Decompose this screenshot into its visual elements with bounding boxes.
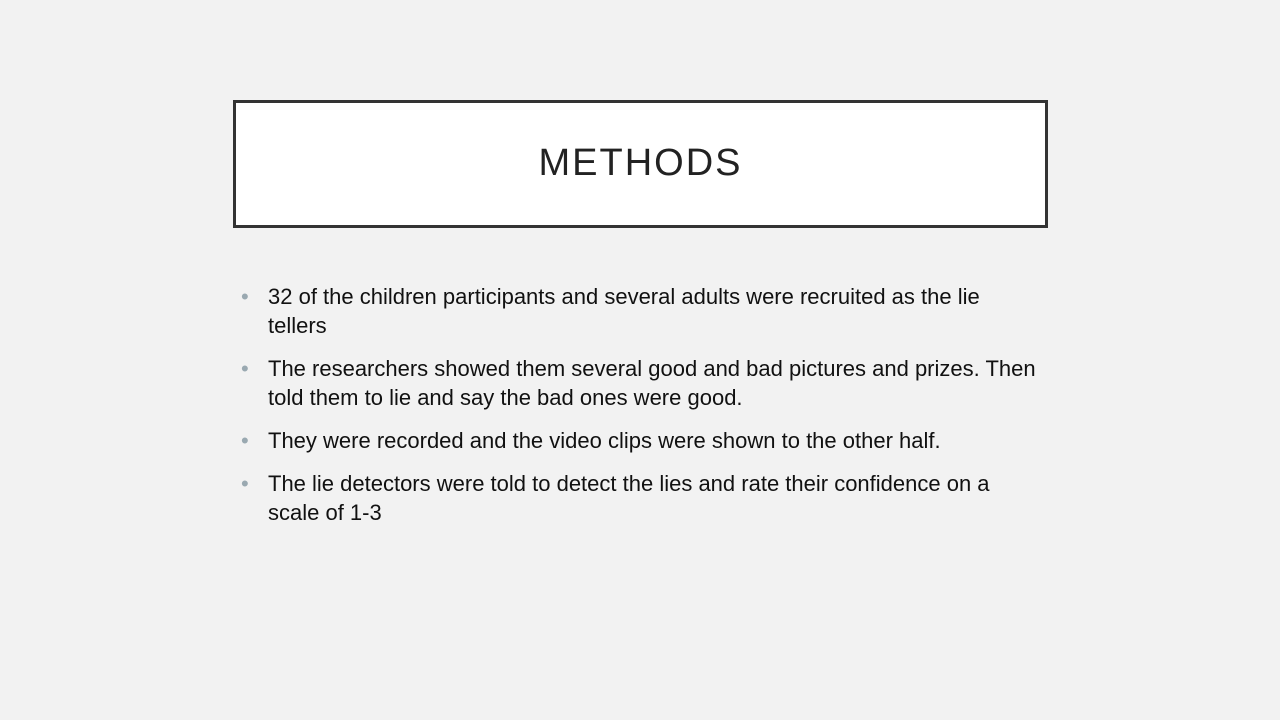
bullet-text: The lie detectors were told to detect the lies and rate their confidence on a scale of 1-3 bbox=[268, 471, 990, 525]
bullet-item bbox=[240, 282, 1040, 340]
bullet-item bbox=[240, 469, 1040, 527]
bullet-marker: • bbox=[241, 471, 249, 496]
bullet-item bbox=[240, 426, 1040, 455]
bullet-item bbox=[240, 354, 1040, 412]
bullet-marker: • bbox=[241, 284, 249, 309]
bullet-marker: • bbox=[241, 356, 249, 381]
title-box bbox=[233, 100, 1048, 228]
bullet-marker: • bbox=[241, 428, 249, 453]
bullet-text: They were recorded and the video clips were shown to the other half. bbox=[268, 428, 941, 453]
bullet-text: The researchers showed them several good and bad pictures and prizes. Then told them to lie and say the bad ones were good. bbox=[268, 356, 1036, 410]
bullet-list bbox=[240, 282, 1040, 541]
slide-title: METHODS bbox=[538, 141, 743, 184]
bullet-text: 32 of the children participants and several adults were recruited as the lie tellers bbox=[268, 284, 980, 338]
